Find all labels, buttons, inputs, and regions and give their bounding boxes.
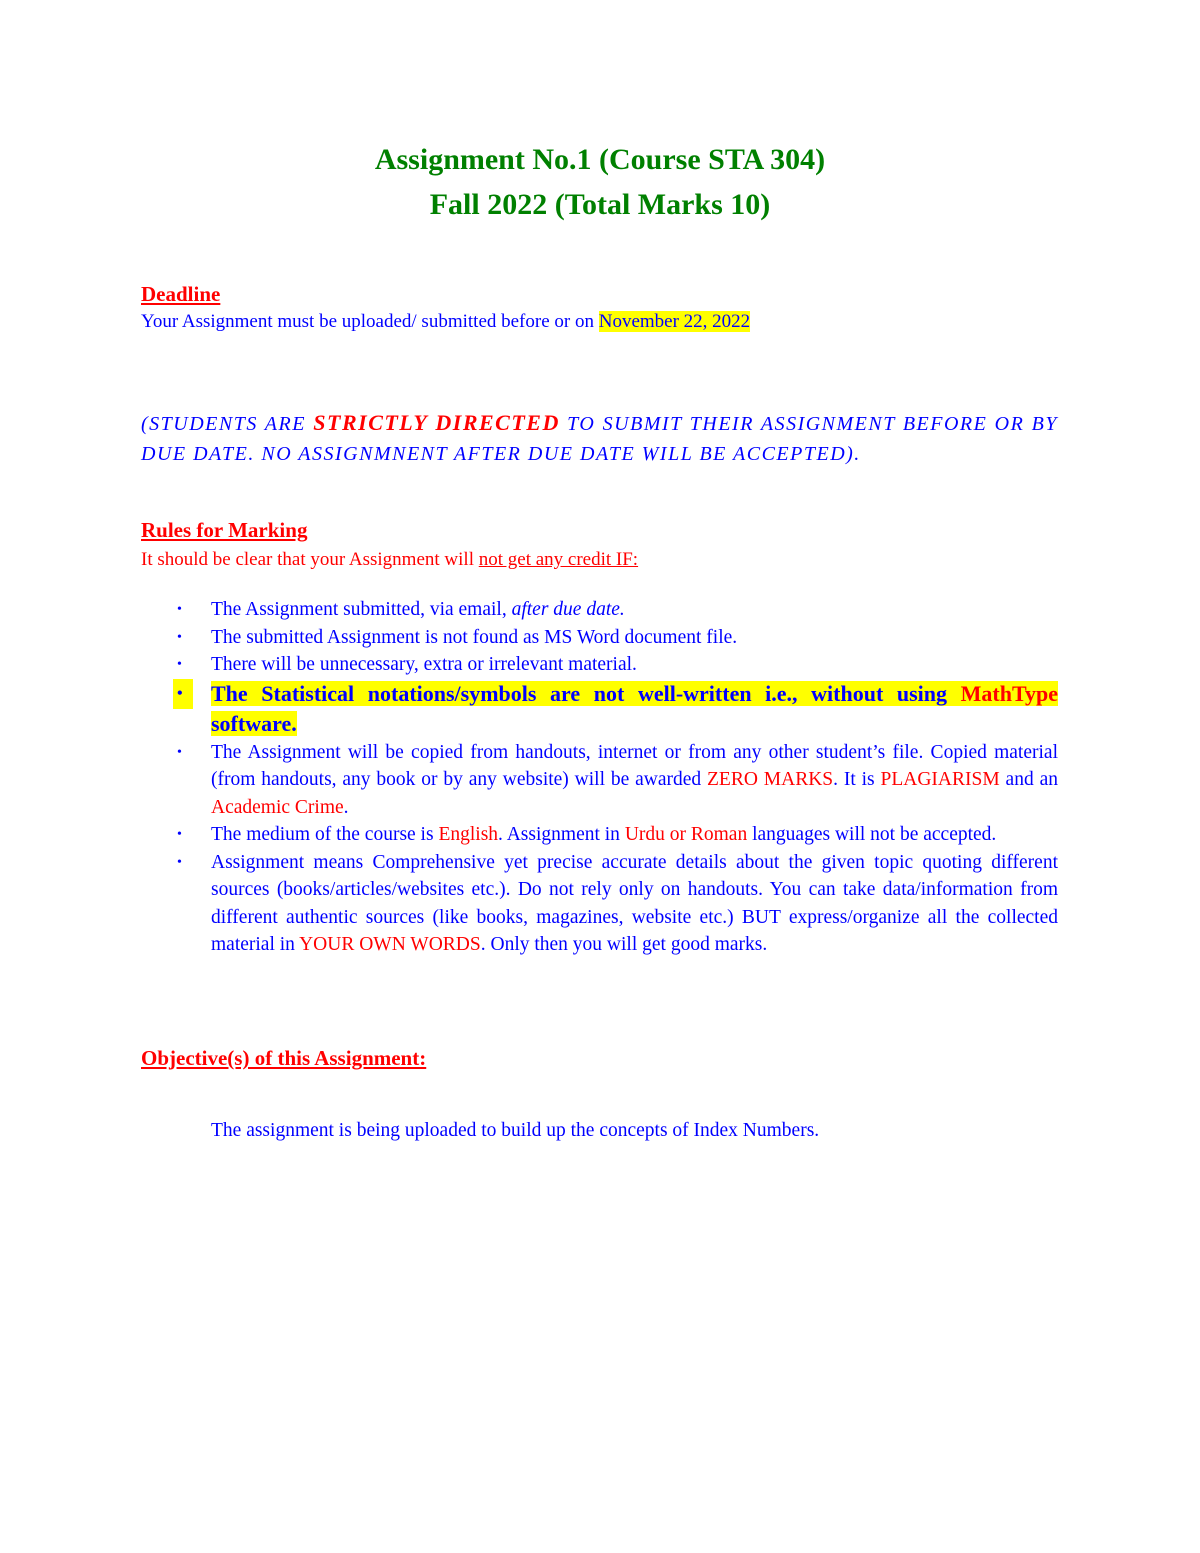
submission-notice xyxy=(141,408,1058,469)
rule-red: Academic Crime xyxy=(211,796,344,818)
rule-red: YOUR OWN WORDS xyxy=(299,934,481,955)
rule-text: The Statistical notations/symbols are not well-written i.e., without using xyxy=(211,680,961,706)
notice-part1: (STUDENTS ARE xyxy=(141,413,314,435)
document-title: Assignment No.1 (Course STA 304) xyxy=(374,143,826,176)
rule-text: The Assignment will be copied from handouts, internet or from any other student’s file. Copied material (from handouts, any book or by any website) will be awarded xyxy=(211,741,1058,790)
rule-red: Urdu or Roman xyxy=(624,824,748,845)
bullet-icon: • xyxy=(177,854,182,870)
rule-red: MathType xyxy=(960,680,1058,706)
bullet-icon: • xyxy=(177,827,182,842)
list-item xyxy=(141,849,1058,959)
rule-tail: software. xyxy=(211,710,297,736)
bullet-icon: • xyxy=(173,679,193,709)
rule-text: Assignment means Comprehensive yet precise accurate details about the given topic quoting different sources (books/articles/websites etc.). Do not rely only on handouts. You can take data/information from different authentic sources (like books, magazines, website etc.) BUT express/organize all the collected material in xyxy=(211,851,1058,955)
deadline-date: November 22, 2022 xyxy=(598,311,751,332)
rule-text: . Assignment in xyxy=(498,824,625,845)
rule-text: The submitted Assignment is not found as MS Word document file. xyxy=(211,626,738,648)
rule-red: ZERO MARKS xyxy=(707,769,834,790)
list-item xyxy=(141,624,1058,652)
rule-highlight xyxy=(211,681,1058,736)
deadline-text xyxy=(141,311,750,333)
rule-text: languages will not be accepted. xyxy=(747,824,997,845)
deadline-sentence: Your Assignment must be uploaded/ submitted before or on xyxy=(141,311,599,332)
rule-text: and an xyxy=(999,769,1058,790)
rule-text: The medium of the course is xyxy=(211,824,439,845)
rules-heading: Rules for Marking xyxy=(141,518,308,542)
list-item xyxy=(141,821,1058,849)
deadline-heading: Deadline xyxy=(141,282,221,306)
list-item xyxy=(141,651,1058,679)
bullet-icon: • xyxy=(177,657,182,672)
bullet-icon: • xyxy=(177,602,182,617)
rule-red: PLAGIARISM xyxy=(880,769,1000,790)
rule-text: There will be unnecessary, extra or irrelevant material. xyxy=(211,654,637,675)
rule-red: English xyxy=(438,824,499,845)
rule-text: . Only then you will get good marks. xyxy=(480,934,768,955)
rules-intro-underlined: not get any credit IF: xyxy=(478,549,639,570)
list-item xyxy=(141,739,1058,822)
list-item-highlighted xyxy=(141,679,1058,739)
objective-heading: Objective(s) of this Assignment: xyxy=(141,1046,427,1070)
rules-list xyxy=(141,596,1058,959)
bullet-icon: • xyxy=(177,744,182,760)
objective-text: The assignment is being uploaded to build up the concepts of Index Numbers. xyxy=(211,1120,820,1141)
notice-part2: TO SUBMIT THEIR ASSIGNMENT BEFORE OR BY DUE DATE. NO ASSIGNMNENT AFTER DUE DATE WILL BE ACCEPTED). xyxy=(141,413,1058,465)
list-item xyxy=(141,596,1058,624)
rules-intro-text: It should be clear that your Assignment will xyxy=(141,549,479,570)
document-subtitle: Fall 2022 (Total Marks 10) xyxy=(429,188,771,221)
rule-italic: after due date. xyxy=(511,599,625,620)
bullet-icon: • xyxy=(177,629,182,645)
notice-strict: STRICTLY DIRECTED xyxy=(313,410,560,435)
rule-text: . It is xyxy=(833,769,881,790)
rule-text: . xyxy=(343,796,349,818)
rules-intro xyxy=(141,549,638,571)
rule-text: The Assignment submitted, via email, xyxy=(211,599,512,620)
